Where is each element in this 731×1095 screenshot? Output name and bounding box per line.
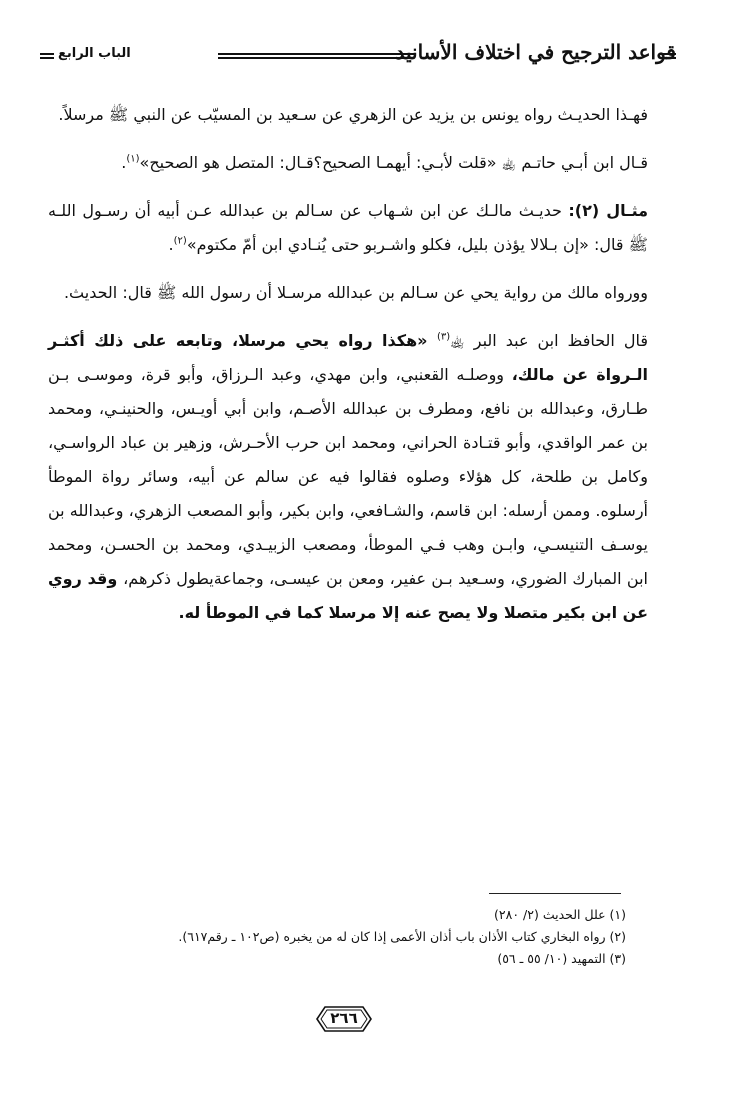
paragraph <box>48 194 648 262</box>
running-header <box>40 40 676 74</box>
example-label: مثـال (٢): <box>568 201 649 220</box>
footnote: (٢) رواه البخاري كتاب الأذان باب أذان الأعمى إذا كان له من يخبره (ص١٠٢ ـ رقم٦١٧). <box>178 929 626 944</box>
footnote: (٣) التمهيد (١٠/ ٥٥ ـ ٥٦) <box>497 951 626 966</box>
paragraph <box>48 146 648 180</box>
page-number-ornament <box>311 1004 377 1034</box>
paragraph <box>48 276 648 310</box>
footnote-ref[interactable]: (٣) <box>436 331 451 343</box>
footnote-ref[interactable]: (٢) <box>173 235 187 247</box>
quote-bold: وقد روي عن ابن بكير متصلا ولا يصح عنه إلا مرسلا كما في الموطأ له. <box>48 569 648 622</box>
header-rule <box>218 53 414 59</box>
paragraph-tail: . <box>121 153 127 172</box>
paragraph-text: وورواه مالك من رواية يحي عن سـالم بن عبدالله مرسـلا أن رسول الله ﷺ قال: الحديث. <box>63 283 648 302</box>
paragraph <box>48 98 648 132</box>
footnote-divider <box>489 893 621 894</box>
paragraph-tail: . <box>168 235 174 254</box>
chapter-label: الباب الرابع <box>58 46 131 61</box>
paragraph-text: ووصلـه القعنبي، وابن مهدي، وعبد الـرزاق، وأبو قرة، وموسـى بـن طـارق، وعبدالله بن نافع، ومطرف بن عبدالله الأصـم، وابن أبي أويـس، والحنينـي، ومحمد بن عمر الواقدي، وأبو قتـادة الحراني، ومحمد ابن حرب الأحـرش، وزهير بن عباد الرواسـي، وكامل بن طلحة، كل هؤلاء وصلوه فقالوا فيه عن سالم عن أبيه، وسائر رواة الموطأ أرسلوه. وممن أرسله: ابن قاسم، والشـافعي، وابن بكير، وأبو المصعب الزهري، وعبدالله بن يوسـف التنيسـي، وابـن وهب فـي الموطأ، ومصعب الزبيـدي، ومحمد بن الحسـن، ومحمد ابن المبارك الضوري، وسـعيد بـن عفير، ومعن بن عيسـى، وجماعةيطول ذكرهم، <box>48 365 648 588</box>
main-text <box>48 98 648 644</box>
paragraph <box>48 324 648 630</box>
quote-bold: «هكذا رواه يحي مرسلا، وتابعه على ذلك أكثـر الـرواة عن مالك، <box>48 331 648 384</box>
paragraph-text: فهـذا الحديـث رواه يونس بن يزيد عن الزهري عن سـعيد بن المسيّب عن النبي ﷺ مرسلاً. <box>58 105 648 124</box>
footnote-ref[interactable]: (١) <box>126 153 140 165</box>
page-number: ٢٦٦ <box>330 1009 358 1027</box>
footnote: (١) علل الحديث (٢/ ٢٨٠) <box>494 907 626 922</box>
paragraph-text: قال الحافظ ابن عبد البر ﵀ <box>450 331 648 350</box>
paragraph-text: قـال ابن أبـي حاتـم ﵀ «قلت لأبـي: أيهمـا الصحيح؟قـال: المتصل هو الصحيح» <box>139 153 648 172</box>
book-title: قواعد الترجيح في اختلاف الأسانيد <box>395 40 676 64</box>
footnotes <box>48 904 626 970</box>
header-rule <box>40 53 54 59</box>
paragraph-text: حديـث مالـك عن ابن شـهاب عن سـالم بن عبدالله عـن أبيه أن رسـول اللـه ﷺ قال: «إن بـلالا يؤذن بليل، فكلو واشـربو حتى يُنـادي ابن أمّ مكتوم» <box>48 201 648 254</box>
